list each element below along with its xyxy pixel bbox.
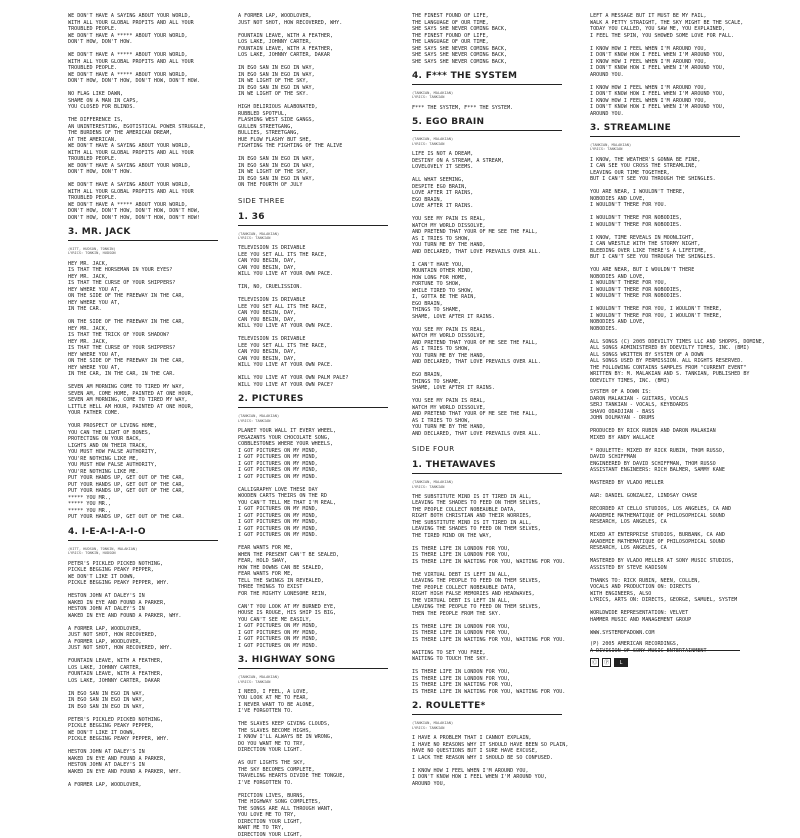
- lyrics-column-4: [590, 8, 770, 667]
- song-credits: (TANKIAN, MALAKIAN) LYRICS: TANKIAN: [238, 231, 280, 240]
- title-underline: [238, 407, 388, 408]
- song-title: 2. PICTURES: [238, 394, 304, 405]
- signature-line: [590, 650, 740, 651]
- song-credits: (TANKIAN, MALAKIAN) LYRICS: TANKIAN: [412, 480, 454, 489]
- lyrics-text: PETER'S PICKLED PICKED NOTHING, PICKLE BEGGING PEAKY PEPPER, WE DON'T LIKE IT DOWN, PICKLE BEGGING PEAKY PEPPER, WHY. HESTON JOHN AT DALEY'S IN WAKED IN EYE AND FOUND A PARKER, HESTON JOHN AT DALEY'S IN WAKED IN EYE AND FOUND A PARKER, WHY. A FORMER LAP, WOODLOVER, JUST NOT SHOT, HOW RECOVERED, A FORMER LAP, WOODLOVER, JUST NOT SHOT, HOW RECOVERED, WHY. FOUNTAIN LEAVE, WITH A FEATHER, LOS LAKE, JOHNNY CARTER, FOUNTAIN LEAVE, WITH A FEATHER, LOS LAKE, JOHNNY CARTER, DAKAR IN EGO SAN IN EGO IN WAY, IN EGO SAN IN EGO IN WAY, IN EGO SAN IN EGO IN WAY, PETER'S PICKLED PICKED NOTHING, PICKLE BEGGING PEAKY PEPPER, WE DON'T LIKE IT DOWN, PICKLE BEGGING PEAKY PEPPER, WHY. HESTON JOHN AT DALEY'S IN WAKED IN EYE AND FOUND A PARKER, HESTON JOHN AT DALEY'S IN WAKED IN EYE AND FOUND A PARKER, WHY. A FORMER LAP, WOODLOVER,: [68, 560, 182, 788]
- song-credits: (TANKIAN, MALAKIAN) LYRICS: TANKIAN: [412, 137, 454, 146]
- song-title: 5. EGO BRAIN: [412, 117, 485, 128]
- title-underline: [412, 84, 562, 85]
- song-title: 3. HIGHWAY SONG: [238, 655, 336, 666]
- lyrics-column-2: [238, 8, 406, 838]
- song-title: 1. THETAWAVES: [412, 460, 497, 471]
- lyrics-column-3: [412, 8, 584, 787]
- lyrics-text: SYSTEM OF A DOWN IS: DARON MALAKIAN - GUITARS, VOCALS SERJ TANKIAN - VOCALS, KEYBOARDS SHAVO ODADJIAN - BASS JOHN DOLMAYAN - DRUMS PRODUCED BY RICK RUBIN AND DARON MALAKIAN MIXED BY ANDY WALLACE * ROULETTE: MIXED BY RICK RUBIN, THOM RUSSO, DAVID SCHIFFMAN ENGINEERED BY DAVID SCHIFFMAN, THOM RUSSO ASSISTANT ENGINEERS: RICH BALMER, SAMMY KANE MASTERED BY VLADO MELLER A&R: DANIEL GONZALEZ, LINDSAY CHASE RECORDED AT CELLO STUDIOS, LOS ANGELES, CA AND AKADEMIE MATHEMATIQUE OF PHILOSOPHICAL SOUND RESEARCH, LOS ANGELES, CA MIXED AT ENTERPRISE STUDIOS, BURBANK, CA AND AKADEMIE MATHEMATIQUE OF PHILOSOPHICAL SOUND RESEARCH, LOS ANGELES, CA MASTERED BY VLADO MELLER AT SONY MUSIC STUDIOS, ASSISTED BY STEVE KADISON THANKS TO: RICK RUBIN, NEEN, COLLEN, VOCALS AND PRODUCTION ON: DIRECTS WITH ENGINEERS, ALSO LYRICS, ARTS ON: DIRECTS, GEORGE, SAMUEL, SYSTEM WORLDWIDE REPRESENTATION: VELVET HAMMER MUSIC AND MANAGEMENT GROUP WWW.SYSTEMOFADOWN.COM: [590, 389, 738, 636]
- title-underline: [238, 225, 388, 226]
- record-label-logo-icon: L: [614, 658, 628, 667]
- record-label-logo-icon: Ⓒ: [591, 660, 597, 667]
- lyrics-column-1: [68, 8, 233, 788]
- song-title: 1. 36: [238, 211, 265, 222]
- title-underline: [412, 714, 562, 715]
- title-underline: [68, 240, 218, 241]
- song-title: 4. F*** THE SYSTEM: [412, 71, 518, 81]
- song-title: 2. ROULETTE*: [412, 701, 486, 712]
- lyrics-text: LEFT A MESSAGE BUT IT MUST BE MY FAIL, WALK A PETTY STRAIGHT, THE SKY MIGHT BE THE SCALE, TODAY YOU CALLED, YOU SAW ME, YOU EXPLAINED, I FEEL THE SPIN, YOU SHOWED SOME LOVE FOR FALL. I KNOW HOW I FEEL WHEN I'M AROUND YOU, I DON'T KNOW HOW I FEEL WHEN I'M AROUND YOU, I KNOW HOW I FEEL WHEN I'M AROUND YOU, I DON'T KNOW HOW I FEEL WHEN I'M AROUND YOU, AROUND YOU. I KNOW HOW I FEEL WHEN I'M AROUND YOU, I DON'T KNOW HOW I FEEL WHEN I'M AROUND YOU, I KNOW HOW I FEEL WHEN I'M AROUND YOU, I DON'T KNOW HOW I FEEL WHEN I'M AROUND YOU, AROUND YOU.: [590, 13, 744, 117]
- lyrics-text: I HAVE A PROBLEM THAT I CANNOT EXPLAIN, I HAVE NO REASONS WHY IT SHOULD HAVE BEEN SO PLAIN, HAVE NO QUESTIONS BUT I SURE HAVE EXCUSE, I LACK THE REASON WHY I SHOULD BE SO CONFUSED. I KNOW HOW I FEEL WHEN I'M AROUND YOU, I DON'T KNOW HOW I FEEL WHEN I'M AROUND YOU, AROUND YOU,: [412, 735, 569, 787]
- lyrics-text: HEY MR. JACK, IS THAT THE HORSEMAN IN YOUR EYES? HEY MR. JACK, IS THAT THE CURSE OF YOUR SHIPPERS? HEY WHERE YOU AT, ON THE SIDE OF THE FREEWAY IN THE CAR, HEY WHERE YOU AT, IN THE CAR. ON THE SIDE OF THE FREEWAY IN THE CAR, HEY MR. JACK, IS THAT THE TRICK OF YOUR SHADOW? HEY MR. JACK, IS THAT THE CURSE OF YOUR SHIPPERS? HEY WHERE YOU AT, ON THE SIDE OF THE FREEWAY IN THE CAR, HEY WHERE YOU AT, IN THE CAR, IN THE CAR, IN THE CAR. SEVEN AM MORNING COME TO TIRED MY WAY, SEVEN AM, COME HOME, PAINTED AT ONE HOUR, SEVEN AM MORNING, COME TO TIRED MY WAY, LITTLE HELL AM HOUR, PAINTED AT ONE HOUR, YOUR FATHER COME. YOUR PROSPECT OF LIVING HOME, YOU CAN THE LIGHT OF BONES, PROTECTING ON YOUR BACK, LIGHTS AND ON THEIR TRACK, YOU MUST HOW FALSE AUTHORITY, YOU'RE NOTHING LIKE ME, YOU MUST HOW FALSE AUTHORITY, YOU'RE NOTHING LIKE ME. PUT YOUR HANDS UP, GET OUT OF THE CAR, PUT YOUR HANDS UP, GET OUT OF THE CAR, PUT YOUR HANDS UP, GET OUT OF THE CAR, ***** YOU MR., ***** YOU MR., ***** YOU MR., PUT YOUR HANDS UP, GET OUT OF THE CAR.: [68, 260, 194, 521]
- song-title: 3. MR. JACK: [68, 227, 131, 237]
- lyrics-text: LIFE IS NOT A DREAM, DESTINY ON A STREAM, A STREAM, LOVELOVELY IT SEEMS. ALL WHAT SEEMING, DESPITE EGO BRAIN, LOVE AFTER IT RAINS, EGO BRAIN, LOVE AFTER IT RAINS. YOU SEE MY PAIN IS REAL, WATCH MY WORLD DISSOLVE, AND PRETEND THAT YOUR OF ME SEE THE FALL, AS I TRIES TO SHOW, YOU TURN ME BY THE HAND, AND DECLARED, THAT LOVE PREVAILS OVER ALL. I CAN'T HAVE YOU, MOUNTAIN OTHER MIND, HOW LONG FOR HOME, FORTUNE TO SHOW, WHILE TIRED TO SHOW, I, GOTTA BE THE RAIN, EGO BRAIN, THINGS TO SHAME, SHAME, LOVE AFTER IT RAINS. YOU SEE MY PAIN IS REAL, WATCH MY WORLD DISSOLVE, AND PRETEND THAT YOUR OF ME SEE THE FALL, AS I TRIES TO SHOW, YOU TURN ME BY THE HAND, AND DECLARED, THAT LOVE PREVAILS OVER ALL. EGO BRAIN, THINGS TO SHAME, SHAME, LOVE AFTER IT RAINS. YOU SEE MY PAIN IS REAL, WATCH MY WORLD DISSOLVE, AND PRETEND THAT YOUR OF ME SEE THE FALL, AS I TRIES TO SHOW, YOU TURN ME BY THE HAND, AND DECLARED, THAT LOVE PREVAILS OVER ALL.: [412, 151, 541, 437]
- title-underline: [68, 540, 218, 541]
- title-underline: [412, 473, 562, 474]
- song-credits: (KITT, HUDSON, TONKIN) LYRICS: TONKIN, HUDSON: [68, 247, 116, 256]
- song-credits: (TANKIAN, MALAKIAN) LYRICS: TANKIAN: [412, 91, 454, 100]
- song-credits: (KITT, HUDSON, TONKIN, MALAKIAN) LYRICS: TONKIN, HUDSON: [68, 546, 138, 556]
- lyrics-text: TELEVISION IS DRIVABLE LEE YOU SET ALL ITS THE RACE, CAN YOU BEGIN, DAY, CAN YOU BEGIN, DAY, WILL YOU LIVE AT YOUR OWN PACE. TIN, NO, CRUELISSION. TELEVISION IS DRIVABLE LEE YOU SET ALL ITS THE RACE, CAN YOU BEGIN, DAY, CAN YOU BEGIN, DAY, WILL YOU LIVE AT YOUR OWN PACE. TELEVISION IS DRIVABLE LEE YOU SET ALL ITS THE RACE, CAN YOU BEGIN, DAY, CAN YOU BEGIN, DAY, WILL YOU LIVE AT YOUR OWN PACE. WILL YOU LIVE AT YOUR OWN PALM PALE? WILL YOU LIVE AT YOUR OWN PACE?: [238, 245, 349, 388]
- song-credits: (TANKIAN, MALAKIAN) LYRICS: TANKIAN: [412, 721, 454, 730]
- song-credits: (TANKIAN, MALAKIAN) LYRICS: TANKIAN: [590, 143, 632, 152]
- lyrics-text: I KNOW, THE WEATHER'S GONNA BE FINE, I CAN SEE YOU CROSS THE STREAMLINE, LEAVING OUR TIME TOGETHER, BUT I CAN'T SEE YOU THROUGH THE SHINGLES. YOU ARE NEAR, I WOULDN'T THERE, NOBODIES AND LOVE, I WOULDN'T THERE FOR YOU. I WOULDN'T THERE FOR NOBODIES, I WOULDN'T THERE FOR NOBODIES. I KNOW, TIME REVEALS IN MOONLIGHT, I CAN WRESTLE WITH THE STORMY NIGHT, BLEEDING OVER LIKE THERE'S A LIFETIME, BUT I CAN'T SEE YOU THROUGH THE SHINGLES. YOU ARE NEAR, BUT I WOULDN'T THERE NOBODIES AND LOVE, I WOULDN'T THERE FOR YOU, I WOULDN'T THERE FOR NOBODIES, I WOULDN'T THERE FOR NOBODIES. I WOULDN'T THERE FOR YOU, I WOULDN'T THERE, I WOULDN'T THERE FOR YOU, I WOULDN'T THERE, NOBODIES AND LOVE, NOBODIES. ALL SONGS (C) 2005 DDEVILTY TIMES LLC AND SHOPPS, DOMINE, ALL SONGS ADMINISTERED BY DDEVILTY TIMES, INC. (BMI) ALL SONGS WRITTEN BY SYSTEM OF A DOWN ALL SONGS USED BY PERMISSION. ALL RIGHTS RESERVED. THE FOLLOWING CONTAINS SAMPLES FROM "CURRENT EVENT" WRITTEN BY: M. MALAKIAN AND S. TANKIAN, PUBLISHED BY DDEVILTY TIMES, INC. (BMI): [590, 156, 765, 384]
- title-underline: [412, 130, 562, 131]
- song-credits: (TANKIAN, MALAKIAN) LYRICS: TANKIAN: [238, 675, 280, 684]
- label-logos: [590, 658, 770, 667]
- lyrics-text: THE FINEST FOUND OF LIFE, THE LANGUAGE OF OUR TIME, SHE SAYS SHE NEVER COMING BACK, THE FINEST FOUND OF LIFE, THE LANGUAGE OF OUR TIME, SHE SAYS SHE NEVER COMING BACK, SHE SAYS SHE NEVER COMING BACK, SHE SAYS SHE NEVER COMING BACK,: [412, 13, 508, 65]
- side-heading: SIDE FOUR: [412, 445, 455, 454]
- lyrics-text: THE SUBSTITUTE MIND IS IT TIRED IN ALL, LEAVING THE SHADES TO FEED ON THEM SELVES, THE PEOPLE COLLECT NOBEAUBLE DATA, RIGHT BOTH CHRISTIAN AND THEIR WORRIES, THE SUBSTITUTE MIND IS IT TIRED IN ALL, LEAVING THE SHADES TO FEED ON THEM SELVES, THE TIRED MIND ON THE WAY, IS THERE LIFE IN LONDON FOR YOU, IS THERE LIFE IN LONDON FOR YOU, IS THERE LIFE IN WAITING FOR YOU, WAITING FOR YOU. THE VIRTUAL DEBT IS LEFT IN ALL, LEAVING THE PEOPLE TO FEED ON THEM SELVES, THE PEOPLE COLLECT NOBEAUBLE DATA, RIGHT HIGH FALSE MEMORIES AND HEADWAVES, THE VIRTUAL DEBT IS LEFT IN ALL, LEAVING THE PEOPLE TO FEED ON THEM SELVES, THEN THE PEOPLE FROM THE SKY. IS THERE LIFE IN LONDON FOR YOU, IS THERE LIFE IN LONDON FOR YOU, IS THERE LIFE IN WAITING FOR YOU, WAITING FOR YOU. WAITING TO SET YOU FREE, WAITING TO TOUCH THE SKY. IS THERE LIFE IN LONDON FOR YOU, IS THERE LIFE IN LONDON FOR YOU, IS THERE LIFE IN WAITING FOR YOU, IS THERE LIFE IN WAITING FOR YOU, WAITING FOR YOU.: [412, 493, 566, 695]
- song-title: 3. STREAMLINE: [590, 123, 672, 133]
- lyrics-text: F*** THE SYSTEM, F*** THE SYSTEM.: [412, 104, 514, 111]
- song-credits: (TANKIAN, MALAKIAN) LYRICS: TANKIAN: [238, 414, 280, 423]
- song-title: 4. I-E-A-I-A-I-O: [68, 526, 146, 537]
- title-underline: [590, 136, 740, 137]
- lyrics-text: A FORMER LAP, WOODLOVER, JUST NOT SHOT, HOW RECOVERED, WHY. FOUNTAIN LEAVE, WITH A FEATHER, LOS LAKE, JOHNNY CARTER, FOUNTAIN LEAVE, WITH A FEATHER, LOS LAKE, JOHNNY CARTER, DAKAR IN EGO SAN IN EGO IN WAY, IN EGO SAN IN EGO IN WAY, IN WE LIGHT OF THE SKY, IN EGO SAN IN EGO IN WAY, IN WE LIGHT OF THE SKY. HIGH DELIRIOUS ALABONATED, RUBBLED SPOTFUL, FLASHING WEST SIDE GANGS, GULLEN STREETGANG, BULLIES, STREETGANG, HUE FLOW FLASHY BUT SHE, FIGHTING THE FIGHTING OF THE ALIVE IN EGO SAN IN EGO IN WAY, IN EGO SAN IN EGO IN WAY, IN WE LIGHT OF THE SKY, IN EGO SAN IN EGO IN WAY, ON THE FOURTH OF JULY: [238, 13, 343, 188]
- title-underline: [238, 668, 388, 669]
- lyrics-text: (P) 2005 AMERICAN RECORDINGS, A DIVISION OF SONY MUSIC ENTERTAINMENT: [590, 641, 707, 654]
- side-heading: SIDE THREE: [238, 196, 285, 205]
- lyrics-text: I NEED, I FEEL, A LOVE, YOU LOOK AT ME TO FEAR, I NEVER WANT TO BE ALONE, I'VE FORGOTTEN TO. THE SLAVES KEEP GIVING CLOUDS, THE SLAVES BECOME HIGHS, I KNOW I'LL ALWAYS BE IN WRONG, DO YOU WANT ME TO TRY, DIRECTION YOUR LIGHT. AS OUT LIGHTS THE SKY, THE SKY BECOMES COMPLETE, TRAVELING HEARTS DIVIDE THE TONGUE, I'VE FORGOTTEN TO. FRICTION LIVES, BURNS, THE HIGHWAY SONG COMPLETES, THE SONGS ARE ALL THROUGH WANT, YOU LOVE ME TO TRY, DIRECTION YOUR LIGHT, WANT ME TO TRY, DIRECTION YOUR LIGHT,: [238, 688, 346, 838]
- record-label-logo-icon: Ⓟ: [603, 660, 609, 667]
- lyrics-text: WE DON'T HAVE A SAYING ABOUT YOUR WORLD, WITH ALL YOUR GLOBAL PROFITS AND ALL YOUR TROUBLED PEOPLE. WE DON'T HAVE A ***** ABOUT YOUR WORLD, DON'T HOW, DON'T HOW. WE DON'T HAVE A ***** ABOUT YOUR WORLD, WITH ALL YOUR GLOBAL PROFITS AND ALL YOUR TROUBLED PEOPLE. WE DON'T HAVE A ***** ABOUT YOUR WORLD, DON'T HOW, DON'T HOW, DON'T HOW, DON'T HOW. NO FLAG LIKE DAWN, SHAME ON A MAN IN CAPS, YOU CLOSED FOR BLINDS. THE DIFFERENCE IS, AN UNINTERESTING, EGOTISTICAL POWER STRUGGLE, THE BURDENS OF THE AMERICAN DREAM, AT THE AMERICAN. WE DON'T HAVE A SAYING ABOUT YOUR WORLD, WITH ALL YOUR GLOBAL PROFITS AND ALL YOUR TROUBLED PEOPLE. WE DON'T HAVE A SAYING ABOUT YOUR WORLD, DON'T HOW, DON'T HOW. WE DON'T HAVE A SAYING ABOUT YOUR WORLD, WITH ALL YOUR GLOBAL PROFITS AND ALL YOUR TROUBLED PEOPLE. WE DON'T HAVE A ***** ABOUT YOUR WORLD, DON'T HOW, DON'T HOW, DON'T HOW, DON'T HOW, DON'T HOW, DON'T HOW, DON'T HOW, DON'T HOW!: [68, 13, 207, 221]
- lyrics-text: PLANET YOUR WALL IT EVERY WHEEL, PEGAZANTS YOUR CHOCOLATE SONG, COBBLESTONES WHERE YOUR WHEELS, I GOT PICTURES ON MY MIND, I GOT PICTURES ON MY MIND, I GOT PICTURES ON MY MIND, I GOT PICTURES ON MY MIND, I GOT PICTURES ON MY MIND. CALLIGRAPHY LOVE THESE DAY WOODEN CARTS THEIRS ON THE RD YOU CAN'T TELL ME THAT I'M REAL, I GOT PICTURES ON MY MIND, I GOT PICTURES ON MY MIND, I GOT PICTURES ON MY MIND, I GOT PICTURES ON MY MIND, I GOT PICTURES ON MY MIND. FEAR WANTS FOR ME, WHEN THE PRESENT CAN'T BE SEALED, FEAR, HOLD SWAY, HOW THE DOWNS CAN BE SEALED, FEAR WANTS FOR ME, TELL THE SWINGS IN REVEALED, THREE THINGS TO EXIST FOR THE MIGHTY LONESOME REIN, CAN'T YOU LOOK AT MY BURNED EYE, HOUSE IS ROUGE, HIS SHIP IS BIG, YOU CAN'T SEE ME EASILY, I GOT PICTURES ON MY MIND, I GOT PICTURES ON MY MIND, I GOT PICTURES ON MY MIND, I GOT PICTURES ON MY MIND.: [238, 428, 340, 649]
